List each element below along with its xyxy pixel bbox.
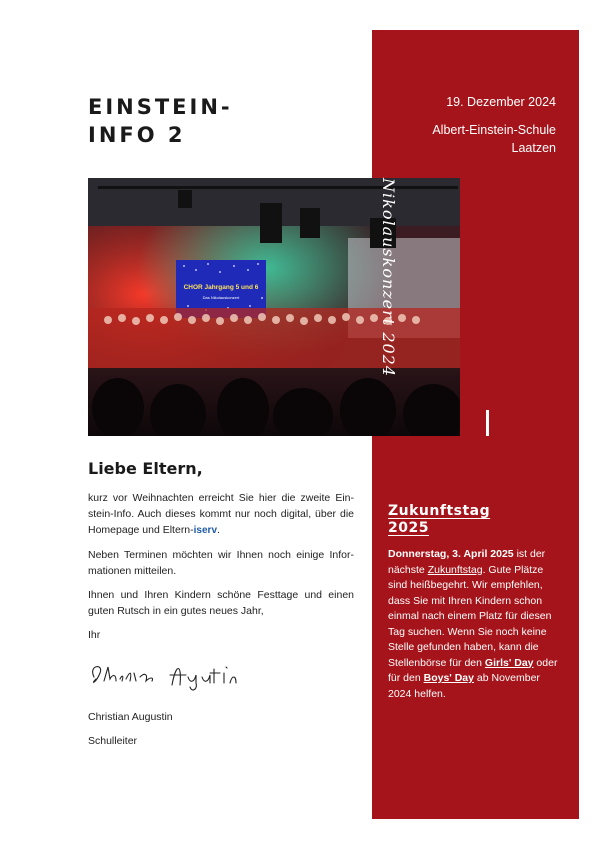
zukunftstag-link[interactable]: Zukunftstag: [427, 563, 483, 576]
letter-paragraph-3: Ihnen und Ihren Kindern schöne Festtage und einen guten Rutsch in ein gutes neues Jahr,: [88, 589, 354, 617]
zukunftstag-heading-line-2: 2025: [388, 520, 429, 536]
handwritten-signature: [86, 655, 354, 695]
zukunftstag-section: [388, 503, 564, 702]
zukunftstag-text-3: oder für den: [388, 656, 558, 684]
zukunftstag-date: Donnerstag, 3. April 2025: [388, 548, 514, 560]
concert-photo: [88, 178, 460, 436]
title-line-2: INFO 2: [88, 123, 186, 147]
letter-paragraph-2: Neben Terminen möchten wir Ihnen noch einige Infor-mationen mitteilen.: [88, 549, 354, 577]
signer-name: Christian Augustin: [88, 711, 173, 723]
zukunftstag-text-1: ist der nächste: [388, 548, 546, 576]
screen-text-2: Das Nikolauskonzert: [202, 295, 240, 300]
letter-section: [88, 458, 354, 757]
girls-day-link[interactable]: Girls' Day: [484, 656, 534, 669]
zukunftstag-heading-line-1: Zukunftstag: [388, 503, 491, 519]
vertical-event-text: Nikolauskonzert 2024: [378, 178, 398, 378]
iserv-logo[interactable]: iserv: [193, 525, 218, 536]
vertical-event-label: [378, 178, 500, 438]
signer-role: Schulleiter: [88, 735, 138, 747]
issue-date: 19. Dezember 2024: [446, 95, 556, 109]
boys-day-link[interactable]: Boys' Day: [423, 672, 474, 684]
newsletter-title: [88, 93, 233, 149]
zukunftstag-heading: [388, 503, 564, 537]
letter-paragraph-1: [88, 490, 354, 539]
title-line-1: EINSTEIN-: [88, 95, 233, 119]
school-name: Albert-Einstein-Schule: [432, 123, 556, 137]
zukunftstag-text-2: . Gute Plätze sind heißbegehrt. Wir empfehlen, dass Sie mit Ihren Kindern schon einmal nach einem Platz für diesen Tag suchen. Wenn Sie noch keine Stelle gefunden haben, kann die Stellenbörse für den: [388, 563, 552, 669]
screen-text-1: CHOR Jahrgang 5 und 6: [183, 284, 259, 291]
letter-greeting: Liebe Eltern,: [88, 459, 203, 478]
letter-p1-text: kurz vor Weihnachten erreicht Sie hier die zweite Ein-stein-Info. Auch dieses kommt nur noch digital, über die Homepage und Eltern-: [88, 492, 354, 536]
letter-p1-end: .: [217, 524, 220, 536]
vertical-dash: [486, 410, 489, 436]
zukunftstag-body: [388, 547, 564, 702]
school-city: Laatzen: [511, 141, 556, 155]
letter-paragraph-4: Ihr: [88, 629, 101, 641]
date-school-block: [432, 93, 556, 157]
zukunftstag-text-4: ab November 2024 helfen.: [388, 672, 540, 700]
